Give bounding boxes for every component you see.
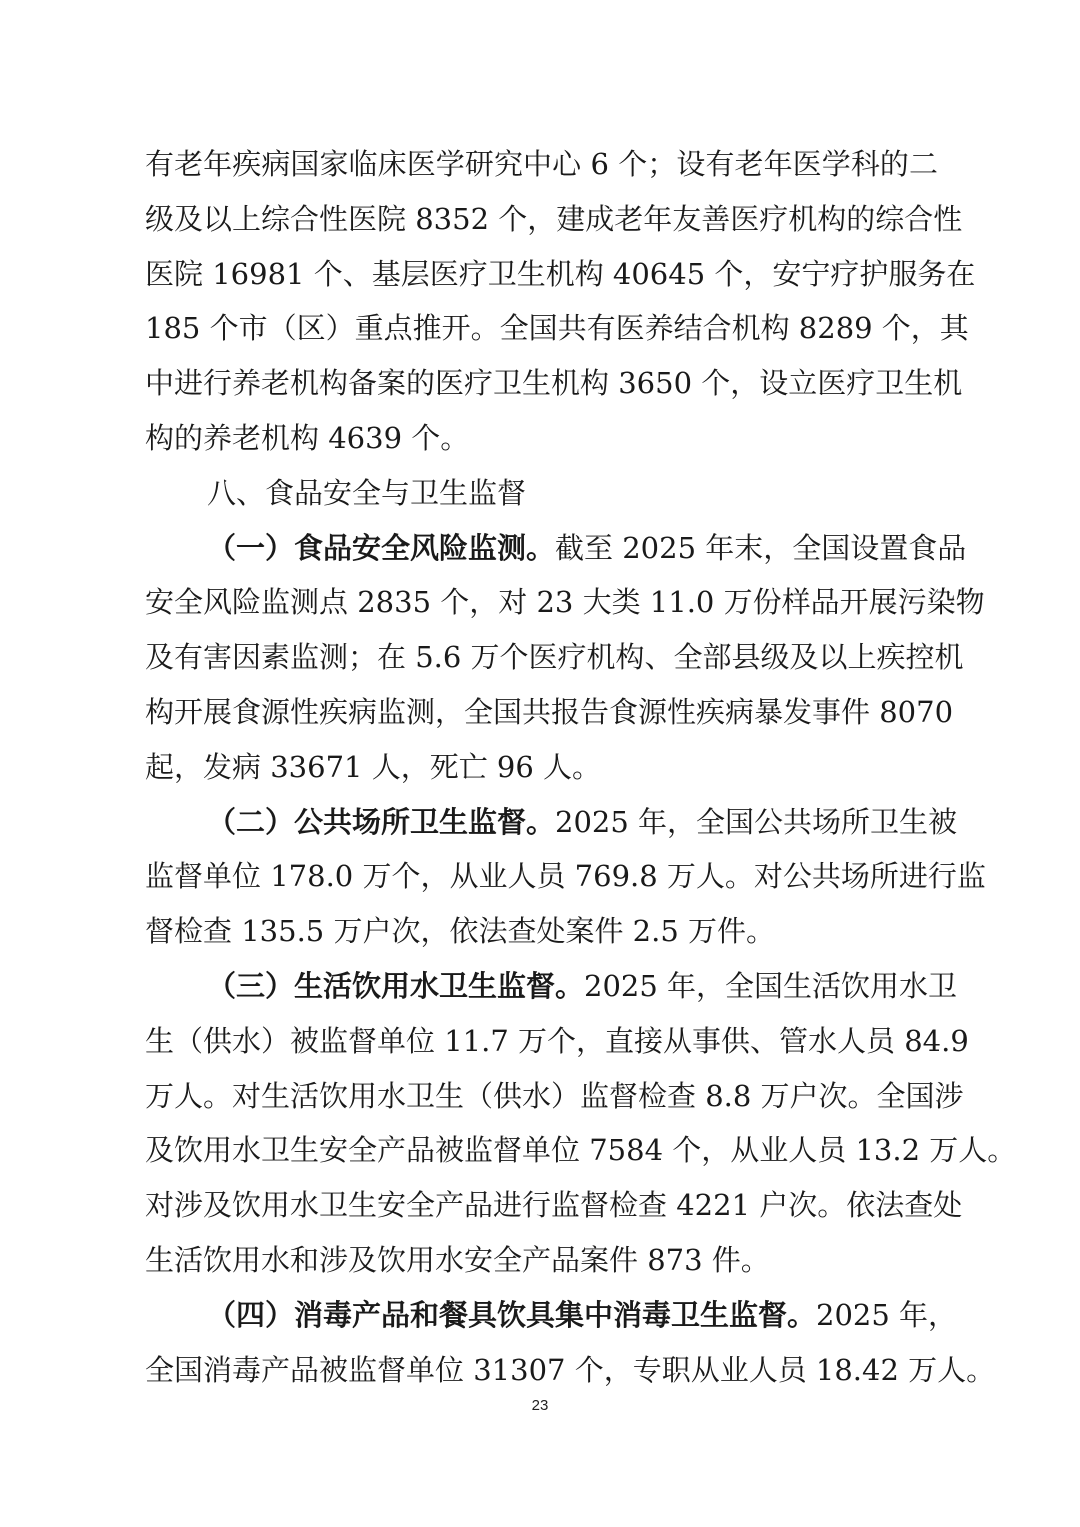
text-line: 全国消毒产品被监督单位 31307 个，专职从业人员 18.42 万人。 [145,1352,996,1387]
text-line: 万人。对生活饮用水卫生（供水）监督检查 8.8 万户次。全国涉 [145,1078,964,1113]
text-line: 及有害因素监测；在 5.6 万个医疗机构、全部县级及以上疾控机 [145,640,964,675]
section-heading: 八、食品安全与卫生监督 [207,475,527,510]
document-page [145,137,1017,1397]
subsection-text: 截至 2025 年末，全国设置食品 [555,530,967,565]
text-line: 中进行养老机构备案的医疗卫生机构 3650 个，设立医疗卫生机 [145,366,963,401]
subsection-first-line [145,959,958,1014]
text-line: 督检查 135.5 万户次，依法查处案件 2.5 万件。 [145,914,776,949]
text-line: 起，发病 33671 人，死亡 96 人。 [145,749,602,784]
text-line: 生（供水）被监督单位 11.7 万个，直接从事供、管水人员 84.9 [145,1023,969,1058]
subsection-first-line [145,1288,958,1343]
subsection-title: （三）生活饮用水卫生监督。 [207,968,585,1003]
text-line: 有老年疾病国家临床医学研究中心 6 个；设有老年医学科的二 [145,147,938,181]
page-number: 23 [531,1397,549,1414]
text-line: 安全风险监测点 2835 个，对 23 大类 11.0 万份样品开展污染物 [145,585,985,620]
subsection-first-line [145,795,958,850]
text-line: 构的养老机构 4639 个。 [145,420,470,455]
subsection-title: （一）食品安全风险监测。 [207,530,556,565]
text-line: 对涉及饮用水卫生安全产品进行监督检查 4221 户次。依法查处 [145,1188,963,1223]
subsection-text: 2025 年，全国生活饮用水卫 [584,968,958,1003]
subsection-title: （四）消毒产品和餐具饮具集中消毒卫生监督。 [207,1297,817,1332]
text-line: 级及以上综合性医院 8352 个，建成老年友善医疗机构的综合性 [145,201,963,236]
text-line: 及饮用水卫生安全产品被监督单位 7584 个，从业人员 13.2 万人。 [145,1133,1017,1168]
subsection-first-line [145,521,967,576]
subsection-text: 2025 年，全国公共场所卫生被 [555,804,958,839]
subsection-title: （二）公共场所卫生监督。 [207,804,556,839]
text-line: 监督单位 178.0 万个，从业人员 769.8 万人。对公共场所进行监 [145,859,986,894]
subsection-text: 2025 年， [816,1297,958,1332]
text-line: 185 个市（区）重点推开。全国共有医养结合机构 8289 个，其 [145,311,969,346]
text-line: 医院 16981 个、基层医疗卫生机构 40645 个，安宁疗护服务在 [145,256,976,291]
text-line: 生活饮用水和涉及饮用水安全产品案件 873 件。 [145,1242,770,1277]
text-line: 构开展食源性疾病监测，全国共报告食源性疾病暴发事件 8070 [145,694,954,729]
